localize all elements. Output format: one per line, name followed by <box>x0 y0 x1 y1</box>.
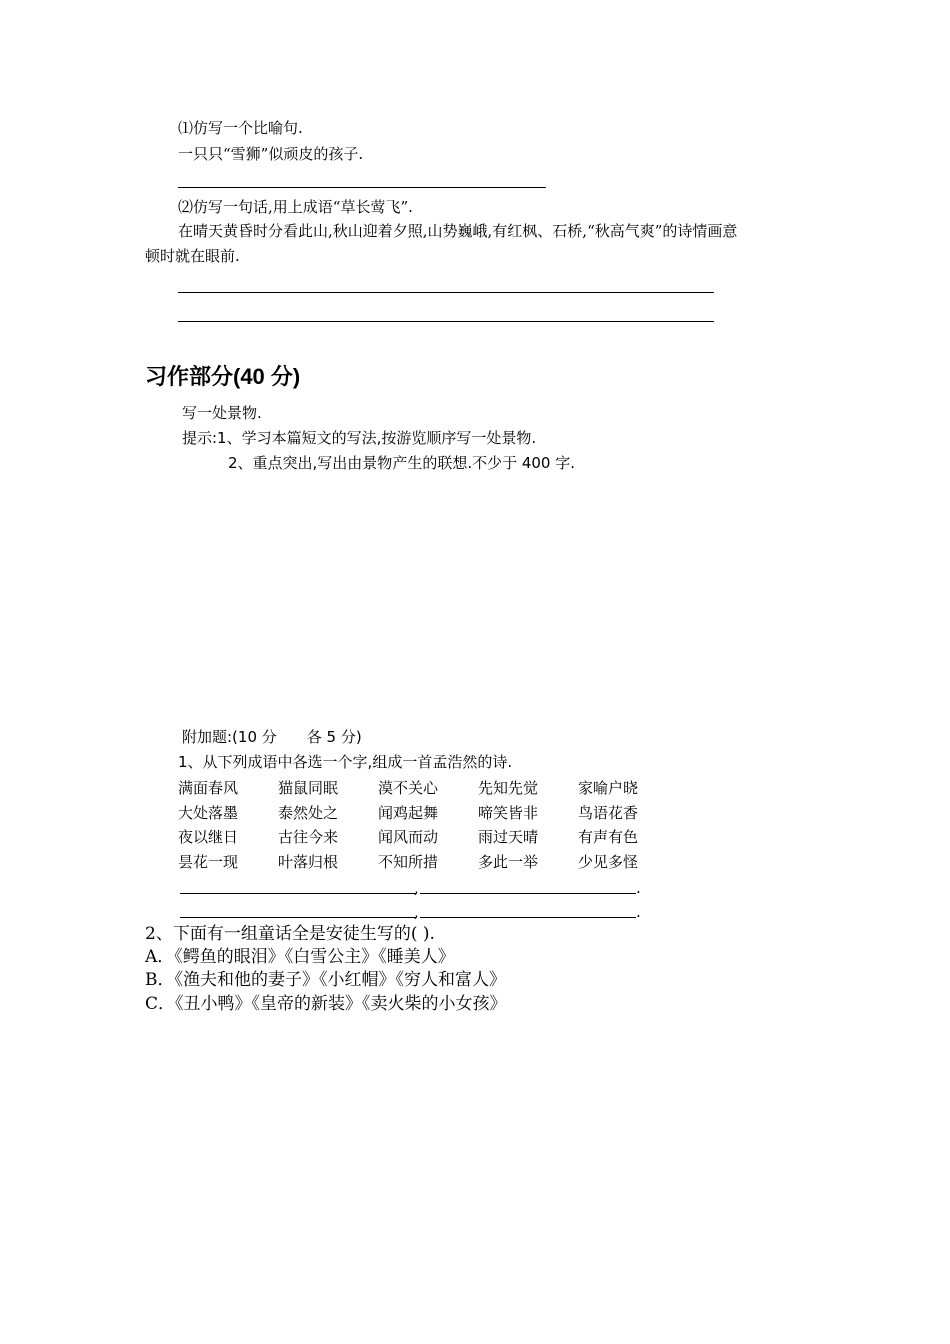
idiom-item: 古往今来 <box>278 828 339 846</box>
idiom-item: 雨过天晴 <box>478 828 539 846</box>
idiom-item: 多此一举 <box>478 852 539 871</box>
idiom-item: 满面春风 <box>178 779 239 797</box>
idiom-item: 鸟语花香 <box>578 803 639 822</box>
idiom-item: 大处落墨 <box>178 803 239 822</box>
idiom-row <box>178 825 678 850</box>
composition-hint-2: 2、重点突出,写出由景物产生的联想.不少于 400 字. <box>228 454 576 472</box>
bonus-q2: 2、下面有一组童话全是安徒生写的( ). <box>145 924 435 944</box>
idiom-item: 先知先觉 <box>478 779 539 797</box>
poem-comma-1: , <box>414 879 419 897</box>
q2-answer-line-2[interactable] <box>178 321 714 322</box>
idiom-item: 闻风而动 <box>378 828 439 846</box>
idiom-item: 昙花一现 <box>178 852 239 871</box>
poem-answer-line-2a[interactable] <box>180 917 416 918</box>
poem-answer-line-1b[interactable] <box>420 893 636 894</box>
q1-label: ⑴仿写一个比喻句. <box>178 119 303 137</box>
idiom-item: 夜以继日 <box>178 828 239 846</box>
idiom-row <box>178 850 678 875</box>
q2-label: ⑵仿写一句话,用上成语“草长莺飞”. <box>178 198 413 216</box>
q2-answer-line-1[interactable] <box>178 292 714 293</box>
poem-period-2: . <box>636 903 641 921</box>
idiom-row <box>178 776 678 801</box>
poem-period-1: . <box>636 879 641 897</box>
composition-title: 习作部分(40 分) <box>145 364 301 389</box>
idiom-item: 家喻户晓 <box>578 779 639 797</box>
idiom-item: 有声有色 <box>578 828 639 846</box>
option-a: A．《鳄鱼的眼泪》《白雪公主》《睡美人》 <box>145 947 455 967</box>
idiom-grid <box>178 776 678 874</box>
q1-answer-line[interactable] <box>178 187 546 188</box>
q2-example-line1: 在晴天黄昏时分看此山,秋山迎着夕照,山势巍峨,有红枫、石桥,“秋高气爽”的诗情画意 <box>178 222 738 240</box>
q1-example: 一只只“雪狮”似顽皮的孩子. <box>178 145 364 163</box>
idiom-item: 闻鸡起舞 <box>378 803 439 822</box>
idiom-item: 叶落归根 <box>278 852 339 871</box>
q2-example-line2: 顿时就在眼前. <box>145 247 240 265</box>
idiom-item: 猫鼠同眠 <box>278 779 339 797</box>
idiom-item: 啼笑皆非 <box>478 803 539 822</box>
idiom-item: 少见多怪 <box>578 852 639 871</box>
idiom-item: 泰然处之 <box>278 803 339 822</box>
poem-answer-line-2b[interactable] <box>420 917 636 918</box>
idiom-item: 漠不关心 <box>378 779 439 797</box>
composition-task: 写一处景物. <box>182 404 262 422</box>
option-b: B．《渔夫和他的妻子》《小红帽》《穷人和富人》 <box>145 970 506 990</box>
idiom-row <box>178 801 678 826</box>
bonus-title: 附加题:(10 分 各 5 分) <box>182 728 362 746</box>
composition-hint-1: 提示:1、学习本篇短文的写法,按游览顺序写一处景物. <box>182 429 537 447</box>
poem-comma-2: , <box>414 903 419 921</box>
bonus-q1: 1、从下列成语中各选一个字,组成一首孟浩然的诗. <box>178 753 513 771</box>
idiom-item: 不知所措 <box>378 852 439 871</box>
option-c: C．《丑小鸭》《皇帝的新装》《卖火柴的小女孩》 <box>145 994 507 1014</box>
poem-answer-line-1a[interactable] <box>180 893 416 894</box>
